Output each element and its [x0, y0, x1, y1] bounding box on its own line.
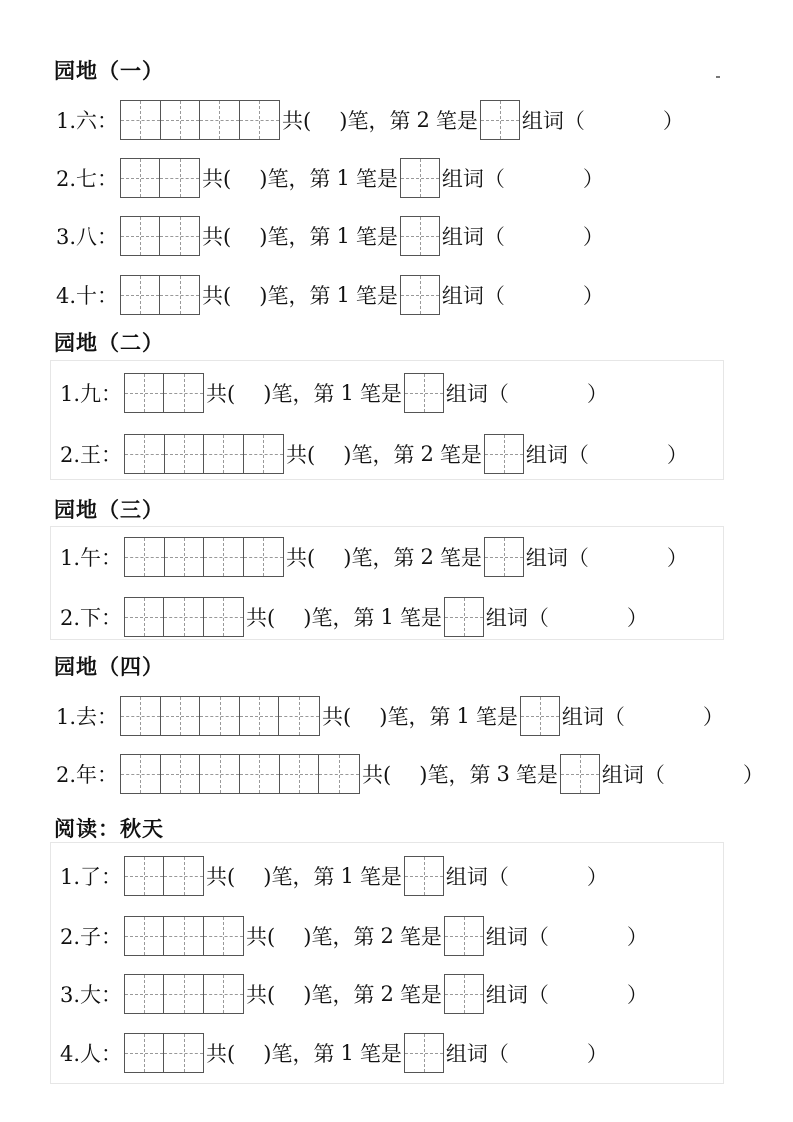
tianzi-cell[interactable] [125, 374, 164, 412]
tianzi-cell[interactable] [125, 1034, 164, 1072]
zuci-text: 组词（ [441, 284, 505, 308]
zuci-text: 组词（ [445, 1042, 509, 1066]
tianzi-cell[interactable] [561, 755, 599, 793]
answer-stroke-box[interactable] [560, 754, 600, 794]
exercise-row [60, 973, 648, 1015]
tianzi-cell[interactable] [125, 917, 164, 955]
exercise-row [56, 99, 684, 141]
bi-text: )笔，第 [303, 983, 375, 1007]
tianzi-cell[interactable] [204, 598, 243, 636]
tianzi-cell[interactable] [200, 101, 240, 139]
tianzi-cell[interactable] [405, 857, 443, 895]
tianzi-cell[interactable] [161, 697, 201, 735]
exercise-row [60, 1032, 608, 1074]
stroke-order-grid[interactable] [124, 856, 204, 896]
answer-stroke-box[interactable] [444, 974, 484, 1014]
stroke-number: 2 [380, 924, 394, 948]
answer-stroke-box[interactable] [404, 1033, 444, 1073]
stroke-order-grid[interactable] [120, 158, 200, 198]
tianzi-cell[interactable] [240, 755, 280, 793]
tianzi-cell[interactable] [160, 217, 199, 255]
stroke-number: 1 [380, 605, 394, 629]
character-label: 3.大： [60, 983, 123, 1007]
gong-text: 共( [246, 925, 276, 949]
stroke-number: 3 [496, 762, 510, 786]
tianzi-cell[interactable] [405, 1034, 443, 1072]
tianzi-cell[interactable] [279, 697, 319, 735]
gong-text: 共( [202, 284, 232, 308]
close-paren: ） [626, 925, 648, 949]
zuci-text: 组词（ [561, 705, 625, 729]
exercise-row [56, 753, 764, 795]
exercise-row [60, 433, 688, 475]
bi-text: )笔，第 [259, 167, 331, 191]
tianzi-cell[interactable] [121, 755, 161, 793]
gong-text: 共( [282, 109, 312, 133]
stroke-number: 2 [420, 545, 434, 569]
bi-text: )笔，第 [263, 1042, 335, 1066]
gong-text: 共( [202, 225, 232, 249]
answer-stroke-box[interactable] [520, 696, 560, 736]
exercise-row [56, 695, 724, 737]
tianzi-cell[interactable] [485, 435, 523, 473]
tianzi-cell[interactable] [164, 975, 203, 1013]
exercise-row [60, 915, 648, 957]
tianzi-cell[interactable] [121, 697, 161, 735]
answer-stroke-box[interactable] [400, 158, 440, 198]
stroke-number: 2 [416, 108, 430, 132]
stroke-number: 2 [420, 442, 434, 466]
bi-shi-text: 笔是 [359, 865, 402, 889]
character-label: 2.子： [60, 925, 123, 949]
stroke-order-grid[interactable] [124, 434, 284, 474]
close-paren: ） [666, 546, 688, 570]
bi-shi-text: 笔是 [435, 109, 478, 133]
bi-shi-text: 笔是 [399, 925, 442, 949]
gong-text: 共( [362, 763, 392, 787]
tianzi-cell[interactable] [125, 435, 165, 473]
zuci-text: 组词（ [525, 546, 589, 570]
character-label: 4.十： [56, 284, 119, 308]
tianzi-cell[interactable] [164, 917, 203, 955]
section-title: 园地（四） [54, 655, 164, 679]
bi-shi-text: 笔是 [355, 284, 398, 308]
answer-stroke-box[interactable] [400, 275, 440, 315]
character-label: 2.王： [60, 443, 123, 467]
tianzi-cell[interactable] [125, 598, 164, 636]
answer-stroke-box[interactable] [484, 537, 524, 577]
gong-text: 共( [322, 705, 352, 729]
tianzi-cell[interactable] [485, 538, 523, 576]
tianzi-cell[interactable] [125, 975, 164, 1013]
answer-stroke-box[interactable] [480, 100, 520, 140]
gong-text: 共( [206, 865, 236, 889]
tianzi-cell[interactable] [161, 101, 201, 139]
tianzi-cell[interactable] [204, 917, 243, 955]
bi-shi-text: 笔是 [399, 606, 442, 630]
bi-shi-text: 笔是 [515, 763, 558, 787]
character-label: 4.人： [60, 1042, 123, 1066]
tianzi-cell[interactable] [204, 538, 244, 576]
tianzi-cell[interactable] [445, 598, 483, 636]
close-paren: ） [582, 284, 604, 308]
bi-shi-text: 笔是 [355, 225, 398, 249]
zuci-text: 组词（ [601, 763, 665, 787]
answer-stroke-box[interactable] [400, 216, 440, 256]
close-paren: ） [742, 763, 764, 787]
tianzi-cell[interactable] [125, 857, 164, 895]
stroke-order-grid[interactable] [124, 1033, 204, 1073]
bi-text: )笔，第 [339, 109, 411, 133]
gong-text: 共( [202, 167, 232, 191]
exercise-row [56, 274, 604, 316]
zuci-text: 组词（ [441, 225, 505, 249]
tianzi-cell[interactable] [200, 755, 240, 793]
zuci-text: 组词（ [485, 606, 549, 630]
bi-text: )笔，第 [343, 546, 415, 570]
tianzi-cell[interactable] [445, 917, 483, 955]
bi-shi-text: 笔是 [359, 382, 402, 406]
close-paren: ） [582, 225, 604, 249]
gong-text: 共( [206, 1042, 236, 1066]
close-paren: ） [586, 1042, 608, 1066]
answer-stroke-box[interactable] [404, 373, 444, 413]
tianzi-cell[interactable] [164, 1034, 203, 1072]
close-paren: ） [582, 167, 604, 191]
gong-text: 共( [246, 606, 276, 630]
tianzi-cell[interactable] [204, 435, 244, 473]
bi-text: )笔，第 [303, 606, 375, 630]
stroke-order-grid[interactable] [120, 696, 320, 736]
tianzi-cell[interactable] [401, 159, 439, 197]
stroke-order-grid[interactable] [124, 916, 244, 956]
tianzi-cell[interactable] [165, 435, 205, 473]
stroke-order-grid[interactable] [124, 974, 244, 1014]
tianzi-cell[interactable] [165, 538, 205, 576]
stroke-number: 1 [340, 1041, 354, 1065]
stroke-order-grid[interactable] [124, 537, 284, 577]
tianzi-cell[interactable] [401, 276, 439, 314]
stroke-number: 1 [340, 381, 354, 405]
exercise-row [56, 215, 604, 257]
section-title: 阅读：秋天 [54, 817, 164, 841]
tianzi-cell[interactable] [121, 101, 161, 139]
exercise-row [60, 372, 608, 414]
bi-text: )笔，第 [263, 382, 335, 406]
tianzi-cell[interactable] [244, 538, 283, 576]
zuci-text: 组词（ [485, 983, 549, 1007]
tianzi-cell[interactable] [121, 159, 160, 197]
close-paren: ） [626, 983, 648, 1007]
tianzi-cell[interactable] [125, 538, 165, 576]
tianzi-cell[interactable] [121, 217, 160, 255]
bi-shi-text: 笔是 [475, 705, 518, 729]
exercise-row [60, 596, 648, 638]
close-paren: ） [666, 443, 688, 467]
tianzi-cell[interactable] [204, 975, 243, 1013]
close-paren: ） [626, 606, 648, 630]
stroke-order-grid[interactable] [120, 754, 360, 794]
bi-text: )笔，第 [303, 925, 375, 949]
character-label: 1.九： [60, 382, 123, 406]
gong-text: 共( [206, 382, 236, 406]
close-paren: ） [702, 705, 724, 729]
gong-text: 共( [286, 546, 316, 570]
stroke-number: 1 [336, 283, 350, 307]
tianzi-cell[interactable] [319, 755, 359, 793]
tianzi-cell[interactable] [200, 697, 240, 735]
bi-text: )笔，第 [263, 865, 335, 889]
gong-text: 共( [246, 983, 276, 1007]
zuci-text: 组词（ [485, 925, 549, 949]
tianzi-cell[interactable] [161, 755, 201, 793]
bi-shi-text: 笔是 [399, 983, 442, 1007]
character-label: 2.七： [56, 167, 119, 191]
tianzi-cell[interactable] [121, 276, 160, 314]
close-paren: ） [586, 865, 608, 889]
stray-mark [716, 76, 720, 78]
section-title: 园地（二） [54, 331, 164, 355]
tianzi-cell[interactable] [445, 975, 483, 1013]
zuci-text: 组词（ [525, 443, 589, 467]
tianzi-cell[interactable] [160, 276, 199, 314]
bi-text: )笔，第 [419, 763, 491, 787]
tianzi-cell[interactable] [164, 374, 203, 412]
tianzi-cell[interactable] [160, 159, 199, 197]
character-label: 3.八： [56, 225, 119, 249]
bi-text: )笔，第 [343, 443, 415, 467]
bi-shi-text: 笔是 [439, 546, 482, 570]
stroke-number: 2 [380, 982, 394, 1006]
bi-text: )笔，第 [259, 225, 331, 249]
bi-shi-text: 笔是 [355, 167, 398, 191]
character-label: 1.午： [60, 546, 123, 570]
answer-stroke-box[interactable] [404, 856, 444, 896]
tianzi-cell[interactable] [280, 755, 320, 793]
stroke-order-grid[interactable] [124, 597, 244, 637]
stroke-order-grid[interactable] [120, 275, 200, 315]
section-title: 园地（一） [54, 59, 164, 83]
bi-shi-text: 笔是 [439, 443, 482, 467]
bi-text: )笔，第 [379, 705, 451, 729]
stroke-order-grid[interactable] [120, 100, 280, 140]
zuci-text: 组词（ [521, 109, 585, 133]
stroke-number: 1 [340, 864, 354, 888]
tianzi-cell[interactable] [240, 101, 279, 139]
zuci-text: 组词（ [445, 865, 509, 889]
tianzi-cell[interactable] [164, 598, 203, 636]
stroke-order-grid[interactable] [120, 216, 200, 256]
bi-shi-text: 笔是 [359, 1042, 402, 1066]
stroke-number: 1 [456, 704, 470, 728]
exercise-row [56, 157, 604, 199]
close-paren: ） [662, 109, 684, 133]
exercise-row [60, 855, 608, 897]
zuci-text: 组词（ [445, 382, 509, 406]
tianzi-cell[interactable] [240, 697, 280, 735]
close-paren: ） [586, 382, 608, 406]
tianzi-cell[interactable] [481, 101, 519, 139]
tianzi-cell[interactable] [244, 435, 283, 473]
tianzi-cell[interactable] [521, 697, 559, 735]
character-label: 1.六： [56, 109, 119, 133]
exercise-row [60, 536, 688, 578]
answer-stroke-box[interactable] [484, 434, 524, 474]
stroke-order-grid[interactable] [124, 373, 204, 413]
character-label: 2.年： [56, 763, 119, 787]
tianzi-cell[interactable] [405, 374, 443, 412]
character-label: 1.了： [60, 865, 123, 889]
gong-text: 共( [286, 443, 316, 467]
answer-stroke-box[interactable] [444, 916, 484, 956]
bi-text: )笔，第 [259, 284, 331, 308]
zuci-text: 组词（ [441, 167, 505, 191]
character-label: 2.下： [60, 606, 123, 630]
answer-stroke-box[interactable] [444, 597, 484, 637]
tianzi-cell[interactable] [164, 857, 203, 895]
character-label: 1.去： [56, 705, 119, 729]
stroke-number: 1 [336, 224, 350, 248]
stroke-number: 1 [336, 166, 350, 190]
section-title: 园地（三） [54, 498, 164, 522]
tianzi-cell[interactable] [401, 217, 439, 255]
